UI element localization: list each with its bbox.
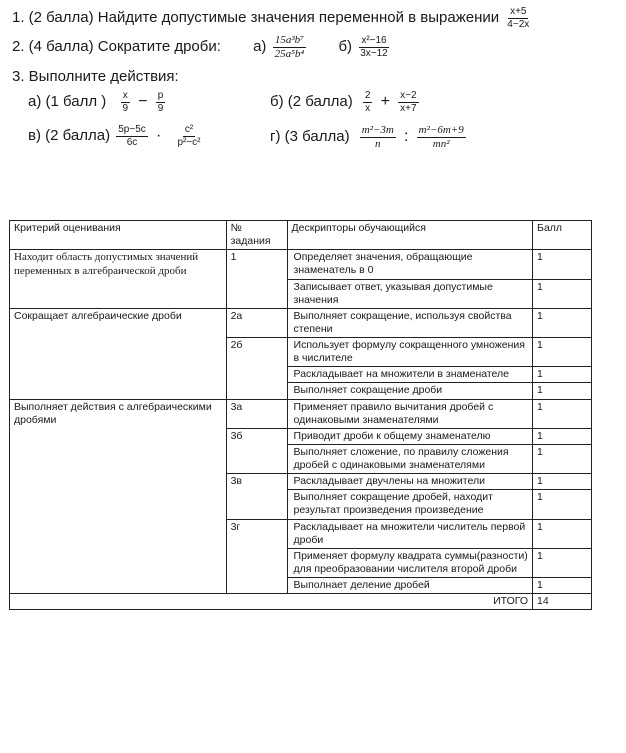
table-row [10, 399, 592, 428]
score: 1 [533, 383, 592, 399]
score: 1 [533, 519, 592, 548]
fraction-denominator: n [375, 137, 381, 150]
fraction-denominator: 6c [126, 136, 138, 148]
task-3v-fraction-2 [175, 124, 202, 148]
task-2b-label: б) [338, 38, 353, 56]
descriptor: Выполняет сокращение, используя свойства степени [287, 308, 533, 337]
task-3v-label: в) (2 балла) [28, 126, 111, 144]
task-2b-fraction [358, 35, 390, 59]
fraction-numerator: x²−16 [361, 35, 387, 47]
score: 1 [533, 279, 592, 308]
fraction-numerator: x−2 [400, 90, 417, 101]
table-row [10, 308, 592, 337]
score: 1 [533, 548, 592, 577]
score: 1 [533, 399, 592, 428]
fraction-numerator: 5p−5c [118, 124, 146, 135]
fraction-denominator: p²−c² [177, 136, 201, 148]
fraction-denominator: 9 [157, 102, 164, 114]
total-score: 14 [533, 594, 592, 610]
header-descriptors: Дескрипторы обучающийся [287, 221, 533, 250]
task-number: 2б [226, 338, 287, 400]
descriptor: Выполняет сокращение дробей, находит результат произведения произведение [287, 490, 533, 519]
descriptor: Выполняет сложение, по правилу сложения дробей с одинаковыми знаменателями [287, 444, 533, 473]
task-3g-fraction-1 [360, 124, 396, 150]
minus-sign: − [138, 93, 148, 110]
score: 1 [533, 578, 592, 594]
fraction-denominator: 3x−12 [360, 47, 388, 59]
task-3b-fraction-1 [363, 90, 373, 114]
task-3v-fraction-1 [116, 124, 148, 148]
fraction-numerator: 2 [364, 90, 371, 101]
descriptor: Раскладывает на множители в знаменателе [287, 367, 533, 383]
task-3v [28, 124, 205, 148]
descriptor: Записывает ответ, указывая допустимые значения [287, 279, 533, 308]
task-3a-label: а) (1 балл ) [28, 92, 107, 110]
task-1-text: 1. (2 балла) Найдите допустимые значения переменной в выражении [12, 8, 500, 26]
task-number: 2а [226, 308, 287, 337]
fraction-denominator: 25a⁵b⁴ [274, 47, 305, 60]
task-3-title: 3. Выполните действия: [12, 68, 179, 85]
task-3b [270, 90, 421, 114]
assessment-table [9, 220, 592, 610]
descriptor: Выполнает деление дробей [287, 578, 533, 594]
criterion-2: Сокращает алгебраические дроби [10, 308, 227, 399]
score: 1 [533, 308, 592, 337]
fraction-numerator: p [157, 90, 164, 101]
task-2 [12, 34, 392, 60]
fraction-numerator: m²−6m+9 [418, 124, 464, 136]
task-3g-label: г) (3 балла) [270, 128, 350, 146]
task-3a-fraction-1 [120, 90, 130, 114]
descriptor: Применяет формулу квадрата суммы(разности) для преобразовании числителя второй дроби [287, 548, 533, 577]
task-2a-fraction [273, 34, 307, 60]
table-header-row [10, 221, 592, 250]
fraction-numerator: x [122, 90, 128, 101]
fraction-numerator: x+5 [510, 6, 527, 17]
task-3g-fraction-2 [417, 124, 466, 150]
task-1-fraction [505, 6, 531, 30]
score: 1 [533, 444, 592, 473]
task-number: 1 [226, 250, 287, 309]
descriptor: Раскладывает на множители числитель первой дроби [287, 519, 533, 548]
fraction-denominator: x [365, 102, 371, 114]
task-3a-fraction-2 [156, 90, 166, 114]
fraction-numerator: c² [184, 124, 194, 135]
score: 1 [533, 250, 592, 279]
header-task-number: № задания [226, 221, 287, 250]
multiply-sign: · [155, 127, 162, 144]
total-label: ИТОГО [10, 594, 533, 610]
task-3b-fraction-2 [398, 90, 418, 114]
fraction-denominator: x+7 [400, 102, 417, 114]
task-2a-label: а) [253, 38, 267, 56]
fraction-denominator: 4−2x [507, 18, 530, 30]
task-1 [12, 6, 533, 30]
descriptor: Применяет правило вычитания дробей с одинаковыми знаменателями [287, 399, 533, 428]
task-number: 3а [226, 399, 287, 428]
task-number: 3в [226, 474, 287, 519]
descriptor: Раскладывает двучлены на множители [287, 474, 533, 490]
score: 1 [533, 338, 592, 367]
score: 1 [533, 367, 592, 383]
task-number: 3б [226, 428, 287, 473]
criterion-1: Находит область допустимых значений переменных в алгебраической дроби [10, 250, 227, 309]
descriptor: Определяет значения, обращающие знаменатель в 0 [287, 250, 533, 279]
header-score: Балл [533, 221, 592, 250]
table-row [10, 250, 592, 279]
task-3b-label: б) (2 балла) [270, 92, 353, 110]
score: 1 [533, 428, 592, 444]
criterion-3: Выполняет действия с алгебраическими дробями [10, 399, 227, 594]
descriptor: Приводит дроби к общему знаменателю [287, 428, 533, 444]
header-criterion: Критерий оценивания [10, 221, 227, 250]
task-2-text: 2. (4 балла) Сократите дроби: [12, 38, 221, 56]
task-number: 3г [226, 519, 287, 594]
fraction-numerator: m²−3m [361, 124, 394, 136]
task-3g [270, 124, 468, 150]
score: 1 [533, 474, 592, 490]
fraction-denominator: 9 [122, 102, 129, 114]
task-3a [28, 90, 167, 114]
descriptor: Выполняет сокращение дроби [287, 383, 533, 399]
score: 1 [533, 490, 592, 519]
plus-sign: + [380, 93, 390, 110]
total-row [10, 594, 592, 610]
fraction-denominator: mn² [432, 137, 450, 150]
fraction-numerator: 15a³b⁷ [274, 34, 304, 46]
descriptor: Использует формулу сокращенного умножения в числителе [287, 338, 533, 367]
divide-sign: : [404, 128, 409, 146]
